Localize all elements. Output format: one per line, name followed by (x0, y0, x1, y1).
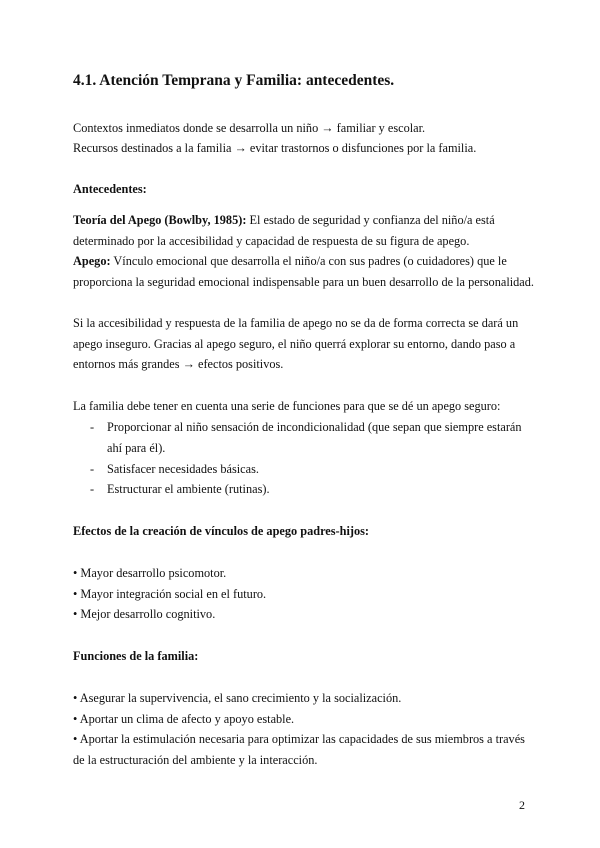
teoria-apego-text-continued: determinado por la accesibilidad y capacidad de respuesta de su figura de apego. (73, 234, 470, 248)
efectos-item: • Mayor desarrollo psicomotor. (73, 566, 227, 580)
list-dash: - (90, 482, 95, 496)
efectos-item: • Mejor desarrollo cognitivo. (73, 607, 216, 621)
list-item: Proporcionar al niño sensación de incondicionalidad (que sepan que siempre estarán (107, 420, 522, 434)
list-item: Satisfacer necesidades básicas. (107, 462, 259, 476)
funciones-heading: Funciones de la familia: (73, 649, 199, 663)
funciones-item: • Asegurar la supervivencia, el sano crecimiento y la socialización. (73, 691, 402, 705)
teoria-apego-text: El estado de seguridad y confianza del niño/a está (246, 213, 495, 227)
intro-line: Contextos inmediatos donde se desarrolla un niño → familiar y escolar. (73, 121, 426, 135)
funciones-intro: La familia debe tener en cuenta una serie de funciones para que se dé un apego seguro: (73, 399, 501, 413)
apego-inseguro-line: apego inseguro. Gracias al apego seguro, el niño querrá explorar su entorno, dando paso a (73, 337, 516, 351)
efectos-item: • Mayor integración social en el futuro. (73, 587, 267, 601)
page-number: 2 (519, 798, 525, 812)
efectos-heading: Efectos de la creación de vínculos de apego padres-hijos: (73, 524, 370, 538)
funciones-item-continued: de la estructuración del ambiente y la interacción. (73, 753, 318, 767)
apego-inseguro-line: Si la accesibilidad y respuesta de la familia de apego no se da de forma correcta se dará un (73, 316, 519, 330)
antecedentes-heading: Antecedentes: (73, 182, 147, 196)
funciones-item: • Aportar la estimulación necesaria para optimizar las capacidades de sus miembros a través (73, 732, 525, 746)
apego-paragraph (73, 253, 507, 269)
funciones-item: • Aportar un clima de afecto y apoyo estable. (73, 712, 295, 726)
apego-inseguro-line: entornos más grandes → efectos positivos. (73, 357, 284, 371)
list-dash: - (90, 420, 95, 434)
apego-text-continued: proporciona la seguridad emocional indispensable para un buen desarrollo de la personalidad. (73, 275, 534, 289)
apego-text: Vínculo emocional que desarrolla el niño/a con sus padres (o cuidadores) que le (110, 254, 507, 268)
teoria-apego-paragraph (73, 212, 495, 228)
apego-label: Apego: (73, 254, 111, 268)
intro-line: Recursos destinados a la familia → evitar trastornos o disfunciones por la familia. (73, 141, 477, 155)
teoria-apego-label: Teoría del Apego (Bowlby, 1985): (73, 213, 247, 227)
list-item-continued: ahí para él). (107, 441, 166, 455)
list-dash: - (90, 462, 95, 476)
section-title: 4.1. Atención Temprana y Familia: antecedentes. (73, 72, 395, 89)
list-item: Estructurar el ambiente (rutinas). (107, 482, 270, 496)
